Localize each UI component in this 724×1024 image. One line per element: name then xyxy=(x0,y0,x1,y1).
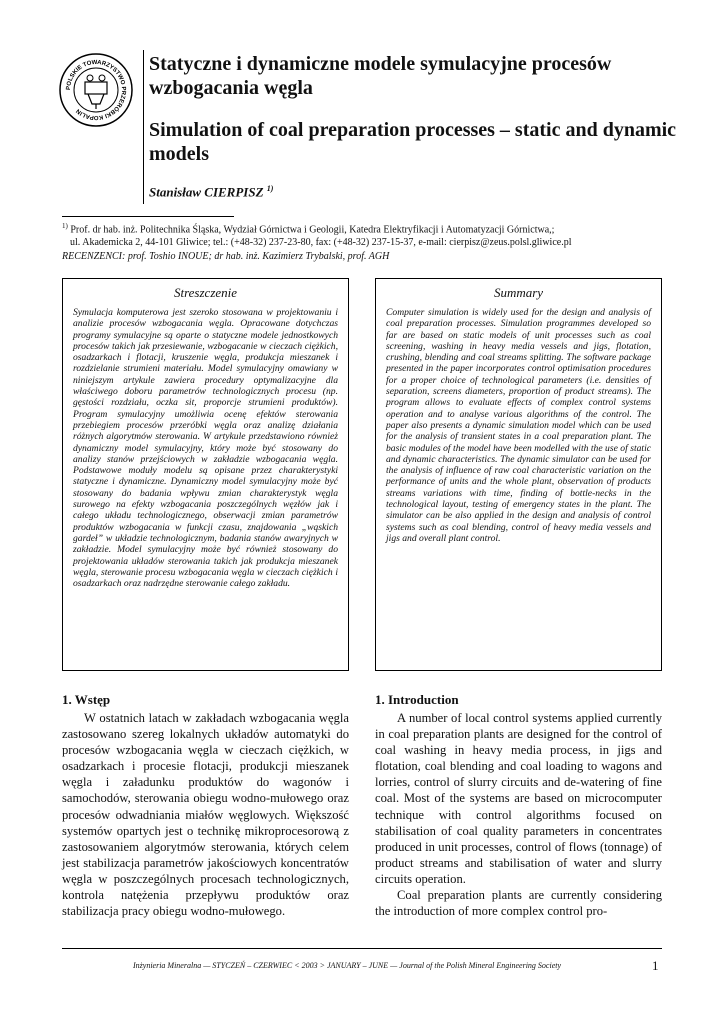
title-divider xyxy=(143,50,144,204)
section-polish-heading: 1. Wstęp xyxy=(62,692,111,707)
affiliation-line-2: ul. Akademicka 2, 44-101 Gliwice; tel.: (+48-32) 237-23-80, fax: (+48-32) 237-15-37, e-mail: cierpisz@zeus.polsl.gliwice.pl xyxy=(70,237,572,249)
abstract-polish-box xyxy=(62,278,349,671)
author-name: Stanisław CIERPISZ xyxy=(149,184,264,200)
society-logo xyxy=(58,52,134,128)
section-english xyxy=(375,692,662,919)
affiliation-mark: 1) xyxy=(62,222,68,230)
abstract-polish-text: Symulacja komputerowa jest szeroko stosowana w projektowaniu i analizie procesów wzbogacania węgla. Opracowane dotychczas programy symulacyjne są oparte o statyczne modele jednostkowych procesów takich jak przesiewanie, wzbogacanie w cieczach ciężkich, osadzarkach i flotacji, kruszenie węgla, produkcja mieszanek i rozdzielanie strumieni materiału. Model symulacyjny omawiany w niniejszym artykule zawiera procedury optymalizacyjne dla właściwego doboru parametrów technologicznych procesu (np. gęstości rozdziału, oczka sit, proporcje strumieni produktów). Program symulacyjny umożliwia ocenę efektów sterowania przebiegiem procesów przeróbki węgla oraz analizę działania różnych algorytmów sterowania. W artykule przedstawiono również dynamiczny model symulacyjny, który może być stosowany do analizy stanów przejściowych w zakładzie wzbogacania węgla. Podstawowe moduły modelu są opisane przez charakterystyki statyczne i dynamiczne. Dynamiczny model symulacyjny może być stosowany do badania wpływu zmian charakterystyk węgla surowego na efekty wzbogacania poszczególnych węzłów jak i całego układu technologicznego, obserwacji zmian parametrów produktów wzbogacania w funkcji czasu, znajdowania „wąskich gardeł” w układzie technologicznym, badania stanów awaryjnych w zakładzie. Model symulacyjny może być również stosowany do projektowania układów sterowania takich jak produkcja mieszanek węgla, sterowanie procesu wzbogacania węgla w cieczach ciężkich i osadzarkach oraz nadrzędne sterowanie całego zakładu. xyxy=(73,307,338,590)
section-polish-paragraph: W ostatnich latach w zakładach wzbogacania węgla zastosowano szereg lokalnych układów automatyki do procesów wzbogacania węgla w cieczach ciężkich, w osadzarkach i procesie flotacji, produkcji mieszanek węgla i załadunku produktów do wagonów i samochodów, sterowania obiegu wodno-mułowego oraz procesów odwadniania miałów węglowych. Większość systemów opartych jest o technikę mikroprocesorową z zastosowaniem algorytmów sterowania, których celem jest stabilizacja parametrów jakościowych koncentratów węgla w poszczególnych procesach technologicznych, kontrola natężenia przepływu produktów oraz stabilizacja pracy obiegu wodno-mułowego. xyxy=(62,711,349,919)
abstract-polish-heading: Streszczenie xyxy=(173,285,238,300)
section-english-paragraph-1: A number of local control systems applied currently in coal preparation plants are designed for the control of coal washing in heavy media process, in jigs and flotation, coal blending and coal loading to wagons and lorries, control of slurry circuits and de-watering of fine coal. Most of the systems are based on microcomputer technique with control algorithms focused on stabilisation of coal quality parameters in concentrates produced in unit processes, control of flows (tonnage) of product streams and stabilisation of water and slurry circuits operation. xyxy=(375,711,662,886)
section-english-heading: 1. Introduction xyxy=(375,692,459,707)
affiliation xyxy=(62,220,692,249)
footnote-rule xyxy=(62,216,234,217)
reviewers: RECENZENCI: prof. Toshio INOUE; dr hab. inż. Kazimierz Trybalski, prof. AGH xyxy=(62,251,390,262)
abstract-english-box xyxy=(375,278,662,671)
title-english: Simulation of coal preparation processes – static and dynamic models xyxy=(149,119,677,165)
section-polish xyxy=(62,692,349,919)
footer-rule xyxy=(62,948,662,949)
section-english-paragraph-2: Coal preparation plants are currently considering the introduction of more complex control pro- xyxy=(375,888,662,919)
page-number: 1 xyxy=(652,958,659,973)
svg-text:POLSKIE TOWARZYSTWO PRZERÓBKI xyxy=(66,60,126,120)
affiliation-line-1: $^{1)}$ Prof. dr hab. inż. Politechnika Śląska, Wydział Górnictwa i Geologii, Katedra Elektryfikacji i Automatyzacji Górnictwa,; xyxy=(62,222,555,236)
author-footnote-mark: 1) xyxy=(266,184,274,193)
abstract-english-text: Computer simulation is widely used for the design and analysis of coal preparation processes. Simulation programmes developed so far are based on static models of unit processes such as coal screening, washing in heavy media vessels and jigs, flotation, crushing, blending and coal streams splitting. The software package presented in the paper incorporates control optimisation procedures for a proper choice of technological parameters (i.e. densities of separation, screens diameters, proportion of product streams). The program allows to evaluate effects of complex control systems operation and to analyse various algorithms of the control. The paper also presents a dynamic simulation model which can be used for the analysis of transient states in a coal preparation plant. The basic modules of the model have been modelled with the use of static and dynamic characteristics. The dynamic simulator can be used for the analysis of influence of raw coal characteristic variation on the performance of units and the whole plant, observation of products streams variations with time, finding of bottle-necks in the technological layout, testing of emergency states in the plant. The simulator can be also applied in the design and analysis of control systems such as coal blending, control of heavy media vessels and jigs and overall plant control. xyxy=(386,307,651,544)
author xyxy=(149,184,273,200)
journal-footer: Inżynieria Mineralna — STYCZEŃ – CZERWIEC < 2003 > JANUARY – JUNE — Journal of the Polish Mineral Engineering Society xyxy=(132,961,562,970)
logo-lettering: POLSKIE TOWARZYSTWO PRZERÓBKI KOPALIN xyxy=(65,59,127,121)
abstract-english-heading: Summary xyxy=(493,285,544,300)
title-polish: Statyczne i dynamiczne modele symulacyjne procesów wzbogacania węgla xyxy=(149,53,612,99)
